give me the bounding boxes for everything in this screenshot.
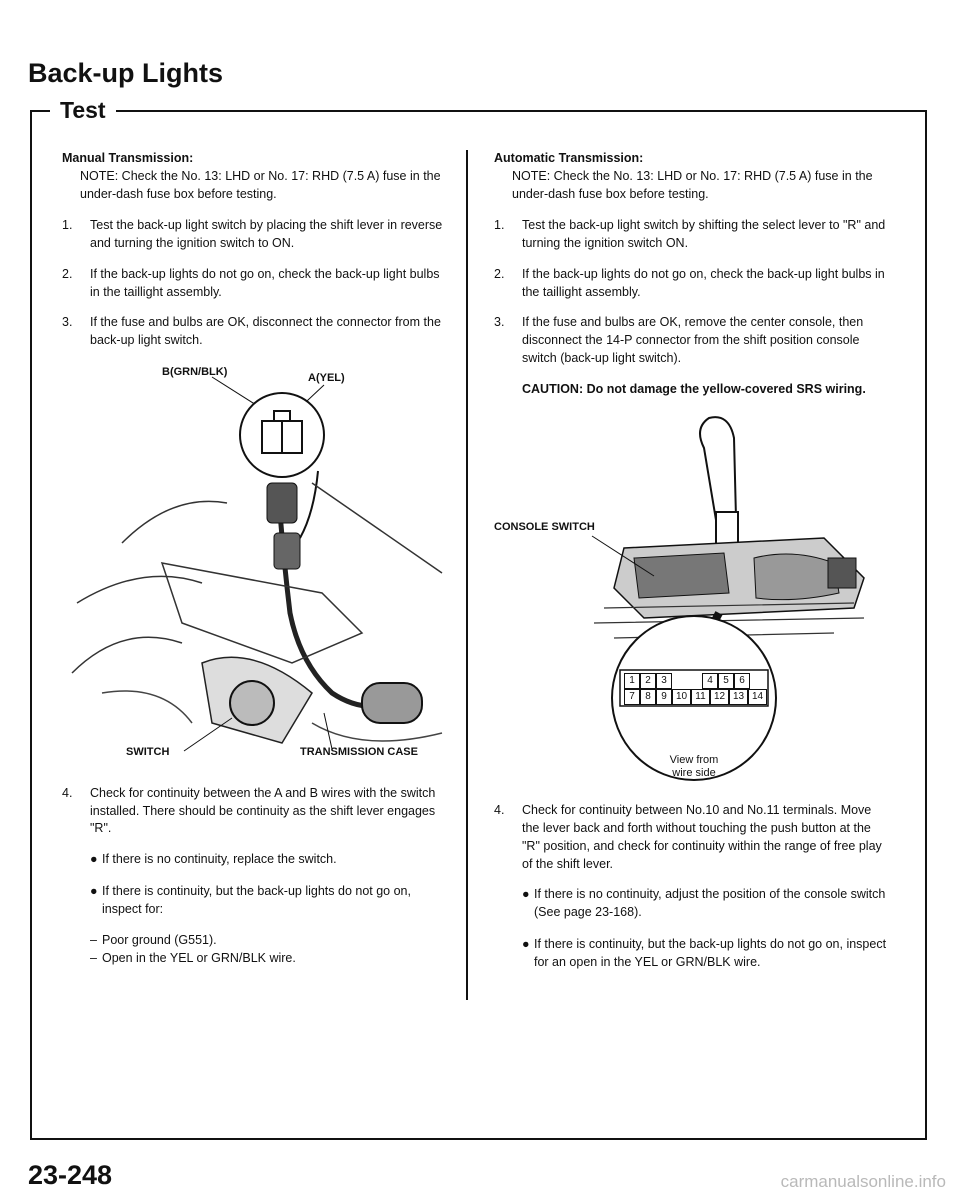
automatic-note: NOTE: Check the No. 13: LHD or No. 17: RHD (7.5 A) fuse in the under-dash fuse box before testing. <box>512 168 873 201</box>
automatic-step <box>494 314 889 367</box>
manual-transmission-column <box>62 150 452 968</box>
automatic-step <box>494 217 889 253</box>
manual-heading: Manual Transmission: <box>62 151 194 165</box>
step-number: 4. <box>494 803 505 818</box>
automatic-bullet <box>494 936 889 972</box>
view-from-line-1: View from <box>669 754 719 767</box>
manual-dash-item <box>62 932 452 950</box>
switch-illustration <box>62 363 462 773</box>
manual-note: NOTE: Check the No. 13: LHD or No. 17: RHD (7.5 A) fuse in the under-dash fuse box before testing. <box>80 168 441 201</box>
dash-text: Open in the YEL or GRN/BLK wire. <box>102 951 296 965</box>
step-number: 1. <box>494 218 505 233</box>
manual-bullet <box>62 883 452 919</box>
step-text: Check for continuity between No.10 and No.11 terminals. Move the lever back and forth without touching the push button at the "R" position, and check for continuity within the range of free play of the shift lever. <box>522 803 882 871</box>
bullet-text: If there is no continuity, replace the switch. <box>102 852 337 866</box>
automatic-heading: Automatic Transmission: <box>494 151 644 165</box>
label-console-switch: CONSOLE SWITCH <box>494 521 595 534</box>
automatic-bullet <box>494 886 889 922</box>
pin: 5 <box>718 673 734 689</box>
console-switch-figure <box>494 408 889 788</box>
pin: 3 <box>656 673 672 689</box>
page-title: Back-up Lights <box>28 58 224 88</box>
dash-mark: – <box>90 951 97 965</box>
pin: 2 <box>640 673 656 689</box>
step-text: Test the back-up light switch by placing the shift lever in reverse and turning the ignition switch to ON. <box>90 218 443 250</box>
pin: 11 <box>691 689 710 705</box>
pin: 14 <box>748 689 767 705</box>
manual-bullet <box>62 851 452 869</box>
pin: 8 <box>640 689 656 705</box>
pin: 7 <box>624 689 640 705</box>
automatic-transmission-column <box>494 150 889 985</box>
manual-step <box>62 217 452 253</box>
step-text: If the fuse and bulbs are OK, remove the center console, then disconnect the 14-P connector from the shift position console switch (back-up light switch). <box>522 315 864 365</box>
label-b-wire: B(GRN/BLK) <box>162 365 228 378</box>
step-number: 2. <box>494 266 505 281</box>
dash-text: Poor ground (G551). <box>102 933 217 948</box>
back-up-switch-figure <box>62 363 452 773</box>
section-title: Test <box>50 97 116 124</box>
page-number: 23-248 <box>28 1160 113 1190</box>
pin: 12 <box>710 689 729 705</box>
step-number: 1. <box>62 218 73 233</box>
pin: 13 <box>729 689 748 705</box>
view-from-caption <box>639 754 749 780</box>
step-text: Test the back-up light switch by shifting the select lever to "R" and turning the ignition switch ON. <box>522 218 886 250</box>
manual-step <box>62 266 452 302</box>
bullet-dot: ● <box>522 887 530 902</box>
bullet-text: If there is continuity, but the back-up lights do not go on, inspect for an open in the YEL or GRN/BLK wire. <box>534 936 887 969</box>
caution-text: CAUTION: Do not damage the yellow-covered SRS wiring. <box>522 381 866 396</box>
view-from-line-2: wire side <box>672 767 716 780</box>
step-number: 3. <box>494 315 505 330</box>
column-divider <box>466 150 468 1000</box>
label-switch: SWITCH <box>126 745 170 758</box>
pin: 1 <box>624 673 640 689</box>
connector-pins-top <box>624 673 750 689</box>
bullet-text: If there is no continuity, adjust the position of the console switch (See page 23-168). <box>534 887 886 919</box>
pin: 4 <box>702 673 718 689</box>
bullet-text: If there is continuity, but the back-up lights do not go on, inspect for: <box>102 883 411 916</box>
automatic-step <box>494 266 889 302</box>
bullet-dot: ● <box>522 936 530 951</box>
step-text: If the back-up lights do not go on, check the back-up light bulbs in the taillight assembly. <box>522 266 885 299</box>
pin: 9 <box>656 689 672 705</box>
label-transmission-case: TRANSMISSION CASE <box>300 745 418 758</box>
pin: 6 <box>734 673 750 689</box>
label-a-wire: A(YEL) <box>308 371 345 384</box>
automatic-step <box>494 802 889 873</box>
connector-pins-bottom <box>624 689 767 705</box>
manual-step <box>62 314 452 350</box>
manual-step <box>62 785 452 838</box>
console-switch-illustration <box>494 408 889 788</box>
step-text: If the fuse and bulbs are OK, disconnect the connector from the back-up light switch. <box>90 315 441 347</box>
manual-dash-item <box>62 950 452 968</box>
step-text: If the back-up lights do not go on, check the back-up light bulbs in the taillight assembly. <box>90 266 440 299</box>
dash-mark: – <box>90 933 97 948</box>
connector-key <box>672 673 702 689</box>
step-text: Check for continuity between the A and B wires with the switch installed. There should be continuity as the shift lever engages "R". <box>90 785 436 836</box>
bullet-dot: ● <box>90 883 98 898</box>
watermark: carmanualsonline.info <box>780 1172 946 1191</box>
step-number: 4. <box>62 785 73 800</box>
step-number: 2. <box>62 266 73 281</box>
pin: 10 <box>672 689 691 705</box>
bullet-dot: ● <box>90 852 98 866</box>
step-number: 3. <box>62 315 73 330</box>
